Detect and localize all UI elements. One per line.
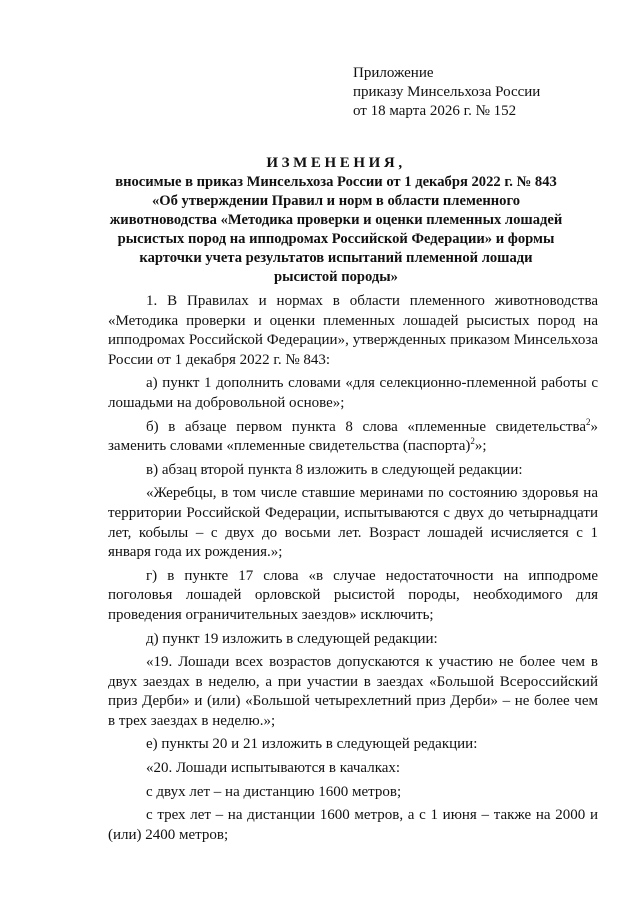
subtitle-line-6: рысистой породы» — [274, 269, 398, 285]
document-body — [108, 292, 598, 849]
appendix-line-2: приказу Минсельхоза России — [353, 84, 541, 100]
paragraph-d-quote: «19. Лошади всех возрастов допускаются к участию не более чем в двух заездах в неделю, а при участии в заездах «Большой Всероссийский приз Дерби» и (или) «Большой четырехлетний приз Дерби» – не более чем в трех заездах в неделю.»; — [108, 654, 598, 729]
appendix-line-1: Приложение — [353, 65, 434, 81]
appendix-header — [353, 64, 540, 121]
paragraph-v: в) абзац второй пункта 8 изложить в следующей редакции: — [146, 461, 523, 478]
subtitle-line-1: вносимые в приказ Минсельхоза России от 1 декабря 2022 г. № 843 — [115, 174, 557, 190]
subtitle-line-3: животноводства «Методика проверки и оценки племенных лошадей — [109, 212, 563, 228]
footnote-ref-1: 2 — [586, 416, 591, 427]
document-title: ИЗМЕНЕНИЯ, — [266, 155, 406, 171]
subtitle-line-2: «Об утверждении Правил и норм в области племенного — [151, 193, 521, 209]
appendix-line-3: от 18 марта 2026 г. № 152 — [353, 103, 517, 119]
paragraph-b-text-3: »; — [474, 438, 487, 455]
paragraph-v-quote: «Жеребцы, в том числе ставшие меринами по состоянию здоровья на территории Российской Федерации, испытываются с двух до четырнадцати лет, кобылы – с двух до восьми лет. Возраст лошадей исчисляется с 1 января года их рождения.»; — [108, 485, 598, 561]
document-subtitle — [104, 173, 568, 287]
paragraph-b-text-1: б) в абзаце первом пункта 8 слова «племенные свидетельства — [146, 418, 586, 435]
paragraph-b — [108, 418, 598, 457]
paragraph-e: е) пункты 20 и 21 изложить в следующей редакции: — [146, 736, 478, 753]
paragraph-b-text-2: » заменить словами «племенные свидетельства (паспорта) — [108, 418, 598, 455]
paragraph-e-quote-3: с трех лет – на дистанции 1600 метров, а с 1 июня – также на 2000 и (или) 2400 метров; — [108, 807, 598, 843]
paragraph-e-quote-1: «20. Лошади испытываются в качалках: — [146, 760, 401, 777]
paragraph-e-quote-2: с двух лет – на дистанцию 1600 метров; — [146, 783, 402, 800]
paragraph-a: а) пункт 1 дополнить словами «для селекционно-племенной работы с лошадьми на добровольной основе»; — [108, 375, 598, 411]
paragraph-g: г) в пункте 17 слова «в случае недостаточности на ипподроме поголовья лошадей орловской рысистой породы, необходимого для проведения ограничительных заездов» исключить; — [108, 567, 598, 623]
paragraph-1: 1. В Правилах и нормах в области племенного животноводства «Методика проверки и оценки племенных лошадей рысистых пород на ипподромах Российской Федерации», утвержденных приказом Минсельхоза России от 1 декабря 2022 г. № 843: — [108, 293, 598, 368]
subtitle-line-5: карточки учета результатов испытаний племенной лошади — [139, 250, 533, 266]
footnote-ref-2: 2 — [470, 436, 475, 447]
paragraph-d: д) пункт 19 изложить в следующей редакции: — [146, 630, 438, 647]
subtitle-line-4: рысистых пород на ипподромах Российской Федерации» и формы — [117, 231, 555, 247]
